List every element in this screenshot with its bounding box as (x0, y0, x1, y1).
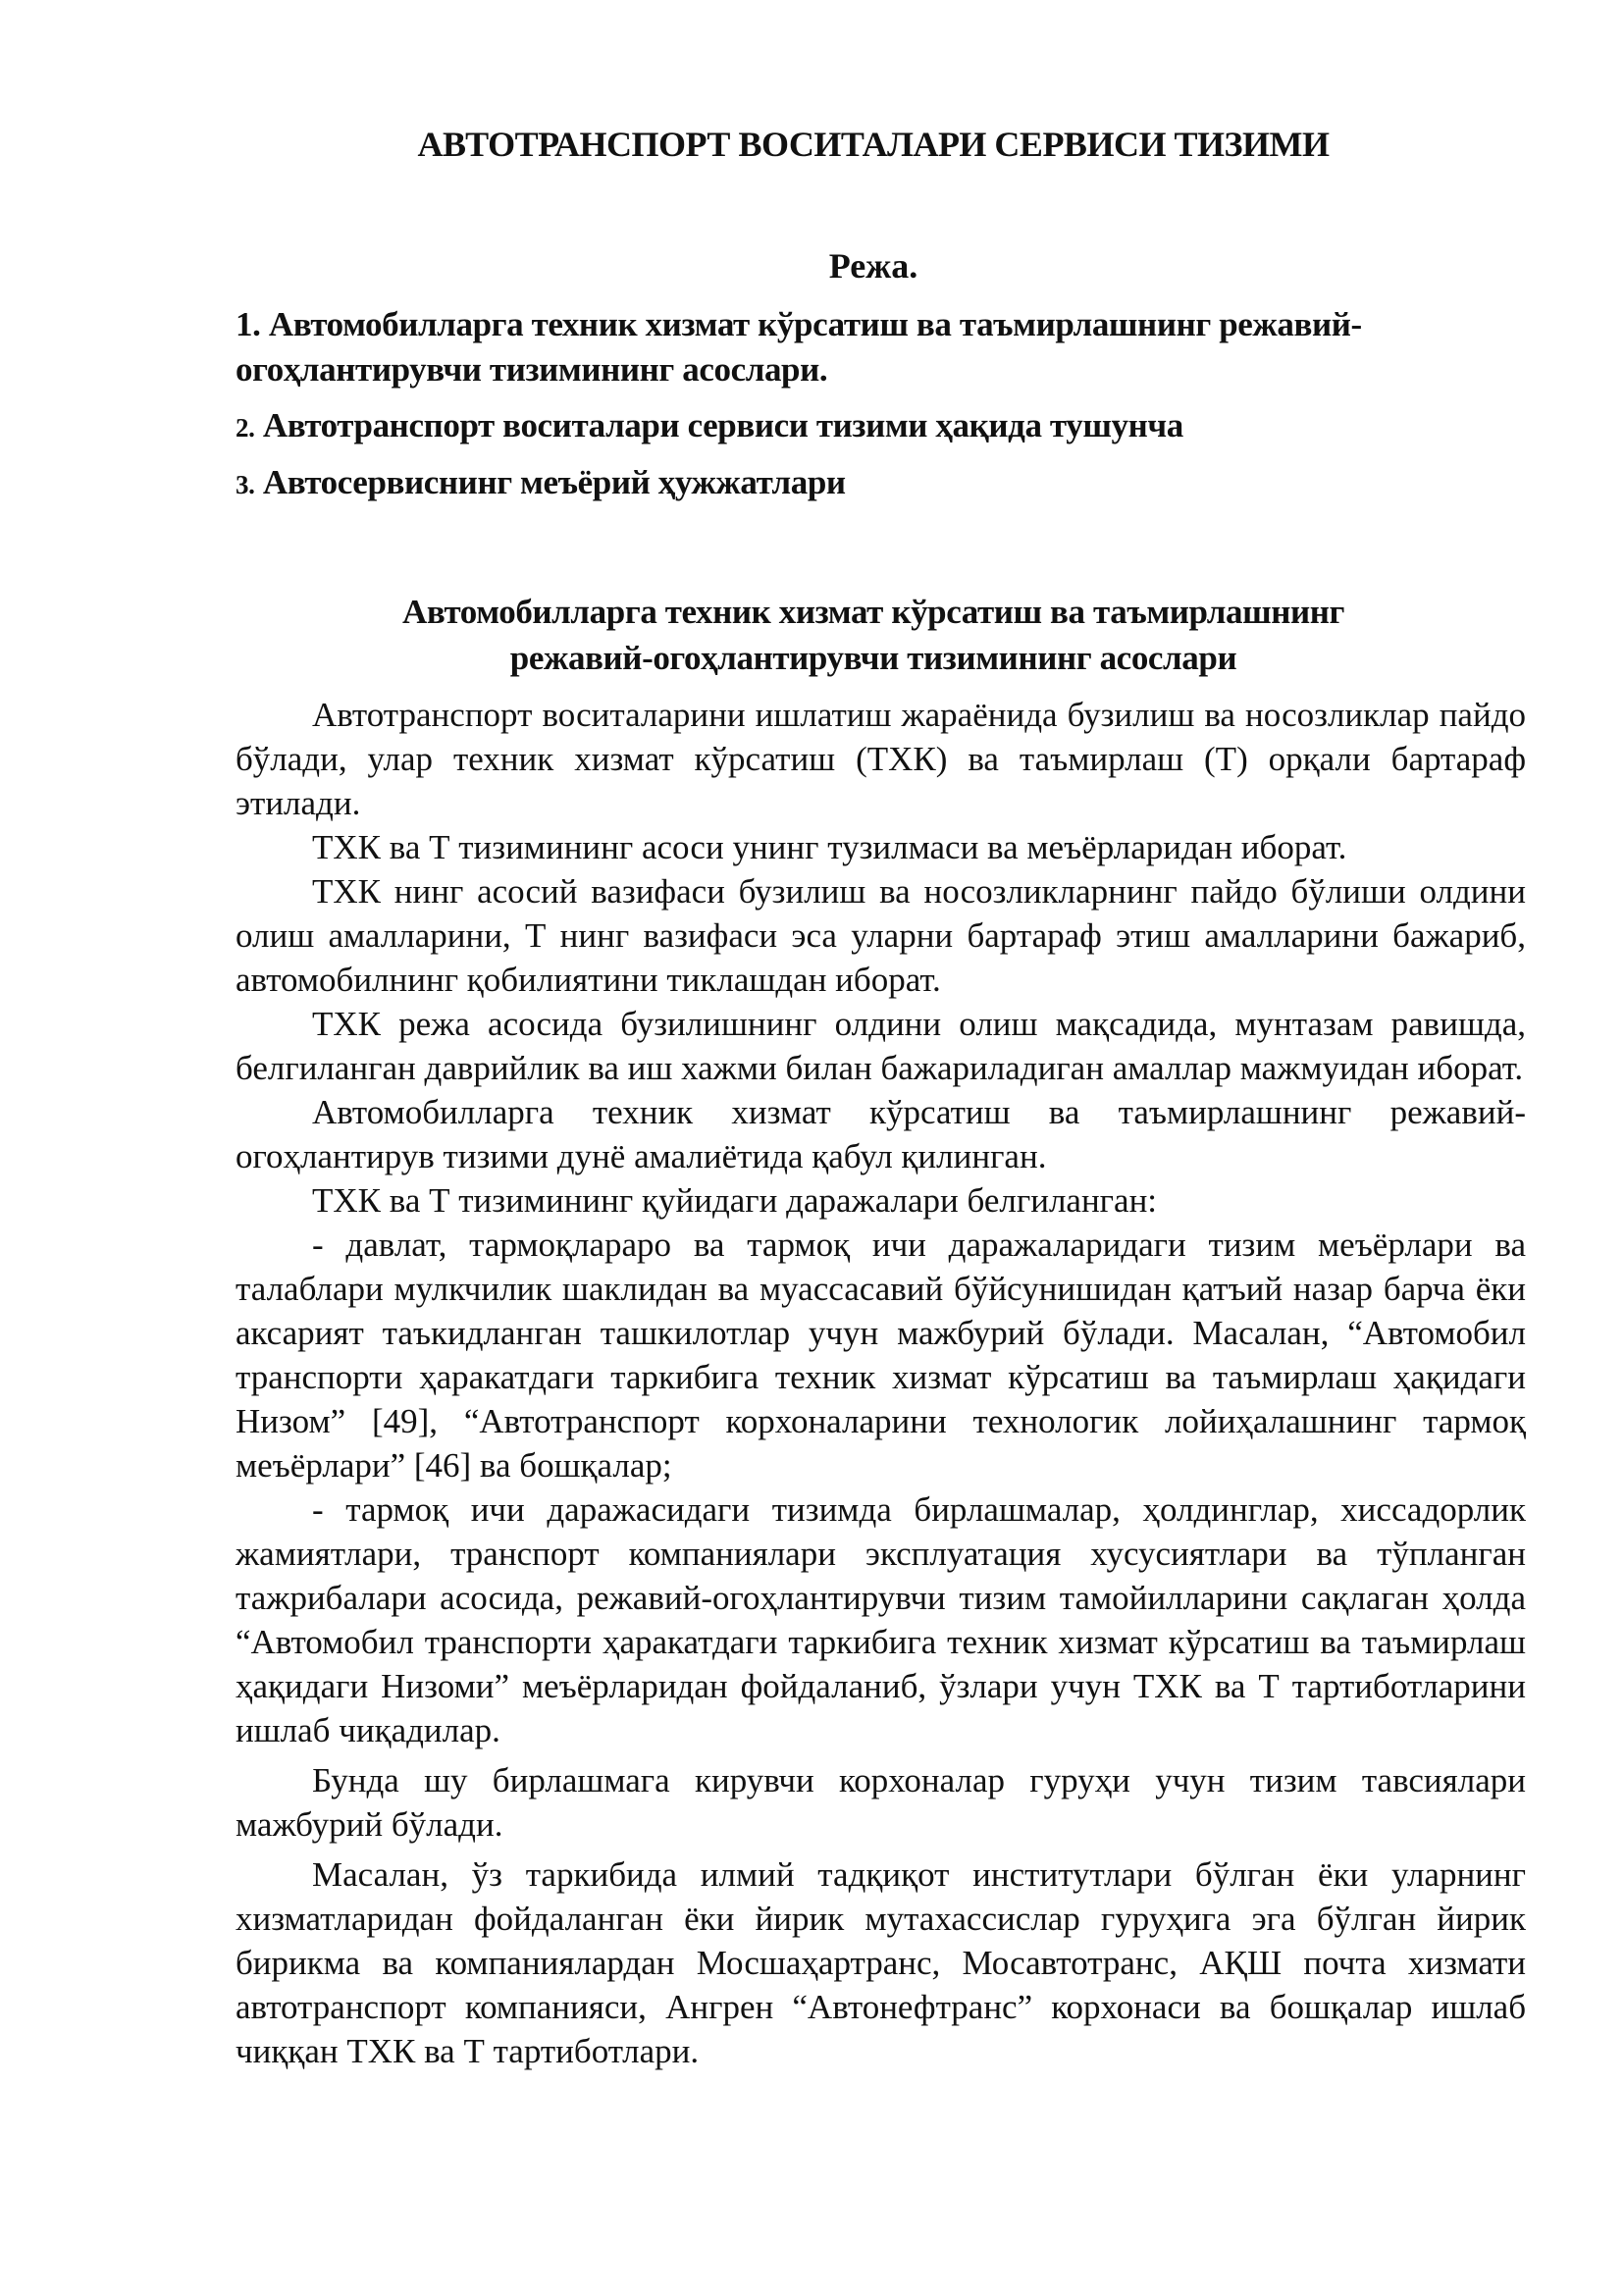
plan-heading: Режа. (828, 246, 918, 286)
section-heading-line: режавий-огоҳлантирувчи тизимининг асослари (509, 639, 1237, 677)
document-title: АВТОТРАНСПОРТ ВОСИТАЛАРИ СЕРВИСИ ТИЗИМИ (417, 125, 1330, 164)
paragraph: Бунда шу бирлашмага кирувчи корхоналар гуруҳи учун тизим тавсиялари мажбурий бўлади. (236, 1761, 1526, 1844)
paragraph: - тармоқ ичи даражасидаги тизимда бирлашмалар, ҳолдинглар, хиссадорлик жамиятлари, транспорт компаниялари эксплуатация хусусиятлари ва тўпланган тажрибалари асосида, режавий-огоҳлантирувчи тизим тамойилларини сақлаган ҳолда “Автомобил транспорти ҳаракатдаги таркибига техник хизмат кўрсатиш ва таъмирлаш ҳақидаги Низоми” меъёрларидан фойдаланиб, ўзлари учун ТХК ва Т тартиботларини ишлаб чиқадилар. (236, 1490, 1526, 1749)
plan-item-number: 3. (236, 470, 255, 499)
plan-item-text: Автотранспорт воситалари сервиси тизими ҳақида тушунча (262, 406, 1183, 444)
plan-item-number: 2. (236, 413, 255, 443)
paragraph: Автотранспорт воситаларини ишлатиш жараёнида бузилиш ва носозликлар пайдо бўлади, улар техник хизмат кўрсатиш (ТХК) ва таъмирлаш (Т) орқали бартараф этилади. (236, 696, 1526, 822)
plan-item-text: Автосервиснинг меъёрий ҳужжатлари (262, 463, 846, 501)
section-heading-line: Автомобилларга техник хизмат кўрсатиш ва таъмирлашнинг (401, 593, 1345, 631)
paragraph: - давлат, тармоқлараро ва тармоқ ичи даражаларидаги тизим меъёрлари ва талаблари мулкчилик шаклидан ва муассасавий бўйсунишидан қатъий назар барча ёки аксарият таъкидланган ташкилотлар учун мажбурий бўлади. Масалан, “Автомобил транспорти ҳаракатдаги таркибига техник хизмат кўрсатиш ва таъмирлаш ҳақидаги Низом” [49], “Автотранспорт корхоналарини технологик лойиҳалашнинг тармоқ меъёрлари” [46] ва бошқалар; (236, 1225, 1526, 1485)
paragraph: ТХК ва Т тизимининг қуйидаги даражалари белгиланган: (312, 1181, 1158, 1220)
paragraph: ТХК режа асосида бузилишнинг олдини олиш мақсадида, мунтазам равишда, белгиланган даврийлик ва иш хажми билан бажариладиган амаллар мажмуидан иборат. (236, 1005, 1526, 1087)
section-heading (236, 589, 1511, 681)
paragraph: Масалан, ўз таркибида илмий тадқиқот институтлари бўлган ёки уларнинг хизматларидан фойдаланган ёки йирик мутахассислар гуруҳига эга бўлган йирик бирикма ва компаниялардан Мосшаҳартранс, Мосавтотранс, АҚШ почта хизмати автотранспорт компанияси, Ангрен “Автонефтранс” корхонаси ва бошқалар ишлаб чиққан ТХК ва Т тартиботлари. (236, 1855, 1526, 2070)
paragraph: Автомобилларга техник хизмат кўрсатиш ва таъмирлашнинг режавий-огоҳлантирув тизими дунё амалиётида қабул қилинган. (236, 1093, 1526, 1175)
plan-item-text: Автомобилларга техник хизмат кўрсатиш ва таъмирлашнинг режавий-огоҳлантирувчи тизимининг асослари. (236, 305, 1362, 389)
plan-item-3 (236, 461, 1511, 506)
plan-item-number: 1. (236, 305, 261, 343)
paragraph: ТХК нинг асосий вазифаси бузилиш ва носозликларнинг пайдо бўлиши олдини олиш амалларини, Т нинг вазифаси эса уларни бартараф этиш амалларини бажариб, автомобилнинг қобилиятини тиклашдан иборат. (236, 872, 1526, 999)
plan-list (236, 302, 1511, 518)
body-text (236, 693, 1526, 2073)
paragraph: ТХК ва Т тизимининг асоси унинг тузилмаси ва меъёрларидан иборат. (312, 828, 1347, 866)
plan-item-2 (236, 404, 1511, 449)
plan-item-1 (236, 302, 1511, 392)
